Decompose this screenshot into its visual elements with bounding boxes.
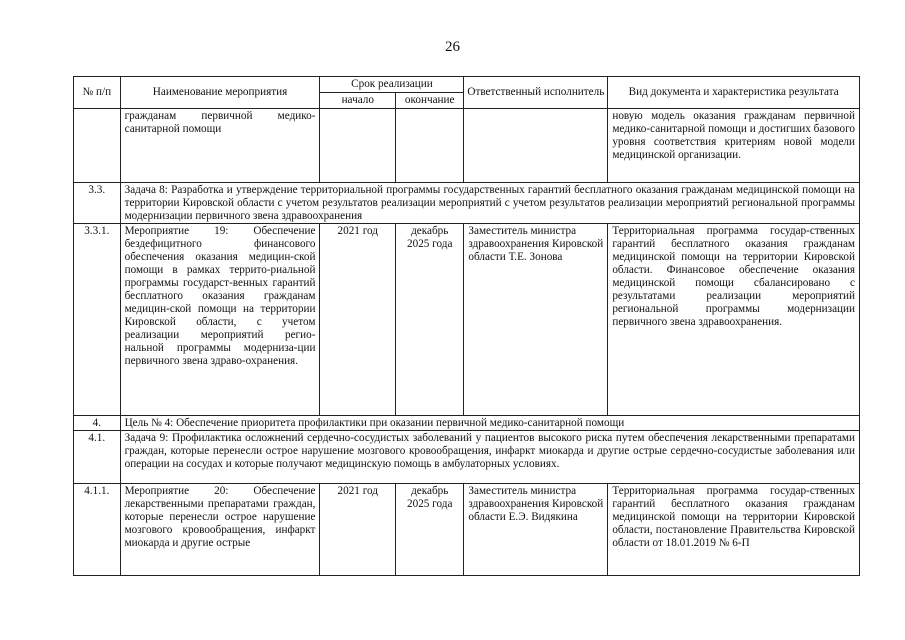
- cell-num: 4.1.1.: [74, 484, 121, 576]
- header-name: Наименование мероприятия: [120, 77, 320, 109]
- table-row: [74, 109, 860, 183]
- task-text: Задача 8: Разработка и утверждение территориальной программы государственных гарантий бесплатного оказания гражданам медицинской помощи на территории Кировской области с учетом результатов реализации мероприятий с учетом результатов реализации мероприятий региональной программы модернизации первичного звена здравоохранения: [120, 183, 859, 224]
- table-row: [74, 224, 860, 416]
- cell-responsible: [464, 109, 608, 183]
- table-row: [74, 183, 860, 224]
- activities-table: [73, 76, 860, 576]
- cell-end: декабрь 2025 года: [396, 484, 464, 576]
- header-start: начало: [320, 93, 396, 109]
- cell-result: Территориальная программа государ-ственных гарантий бесплатного оказания гражданам медицинской помощи на территории Кировской области, постановление Правительства Кировской области от 18.01.2019 № 6-П: [608, 484, 860, 576]
- cell-name: Мероприятие 20: Обеспечение лекарственными препаратами граждан, которые перенесли острое нарушение мозгового кровообращения, инфаркт миокарда и другие острые: [120, 484, 320, 576]
- cell-result: новую модель оказания гражданам первичной медико-санитарной помощи и достигших базового уровня соответствия критериям новой модели медицинской организации.: [608, 109, 860, 183]
- cell-start: [320, 109, 396, 183]
- cell-num: 4.1.: [74, 431, 121, 484]
- cell-num: 3.3.: [74, 183, 121, 224]
- task-text: Задача 9: Профилактика осложнений сердечно-сосудистых заболеваний у пациентов высокого риска путем обеспечения лекарственными препаратами граждан, которые перенесли острое нарушение мозгового кровообращения, инфаркт миокарда и другие острые сердечно-сосудистые заболевания или операции на сосудах и которые получают медицинскую помощь в амбулаторных условиях.: [120, 431, 859, 484]
- header-responsible: Ответственный исполнитель: [464, 77, 608, 109]
- cell-name: Мероприятие 19: Обеспечение бездефицитного финансового обеспечения оказания медицин-ской помощи в рамках террито-риальной программы государст-венных гарантий бесплатного оказания гражданам медицин-ской помощи на территории Кировской области, с учетом реализации мероприятий регио-нальной программы модерниза-ции первичного звена здраво-охранения.: [120, 224, 320, 416]
- cell-num: 3.3.1.: [74, 224, 121, 416]
- cell-result: Территориальная программа государ-ственных гарантий бесплатного оказания гражданам медицинской помощи на территории Кировской области. Финансовое обеспечение оказания медицинской помощи сбалансировано с результатами реализации мероприятий региональной программы модернизации первичного звена здравоохранения.: [608, 224, 860, 416]
- table-row: [74, 431, 860, 484]
- header-end: окончание: [396, 93, 464, 109]
- cell-end: [396, 109, 464, 183]
- cell-name: гражданам первичной медико-санитарной помощи: [120, 109, 320, 183]
- cell-num: 4.: [74, 416, 121, 431]
- cell-num: [74, 109, 121, 183]
- cell-responsible: Заместитель министра здравоохранения Кировской области Е.Э. Видякина: [464, 484, 608, 576]
- cell-start: 2021 год: [320, 224, 396, 416]
- header-num: № п/п: [74, 77, 121, 109]
- header-result: Вид документа и характеристика результата: [608, 77, 860, 109]
- page-number: 26: [445, 39, 460, 55]
- goal-text: Цель № 4: Обеспечение приоритета профилактики при оказании первичной медико-санитарной помощи: [120, 416, 859, 431]
- cell-start: 2021 год: [320, 484, 396, 576]
- table-row: [74, 484, 860, 576]
- cell-end: декабрь 2025 года: [396, 224, 464, 416]
- table-header-row: [74, 77, 860, 93]
- table-row: [74, 416, 860, 431]
- cell-responsible: Заместитель министра здравоохранения Кировской области Т.Е. Зонова: [464, 224, 608, 416]
- header-period: Срок реализации: [320, 77, 464, 93]
